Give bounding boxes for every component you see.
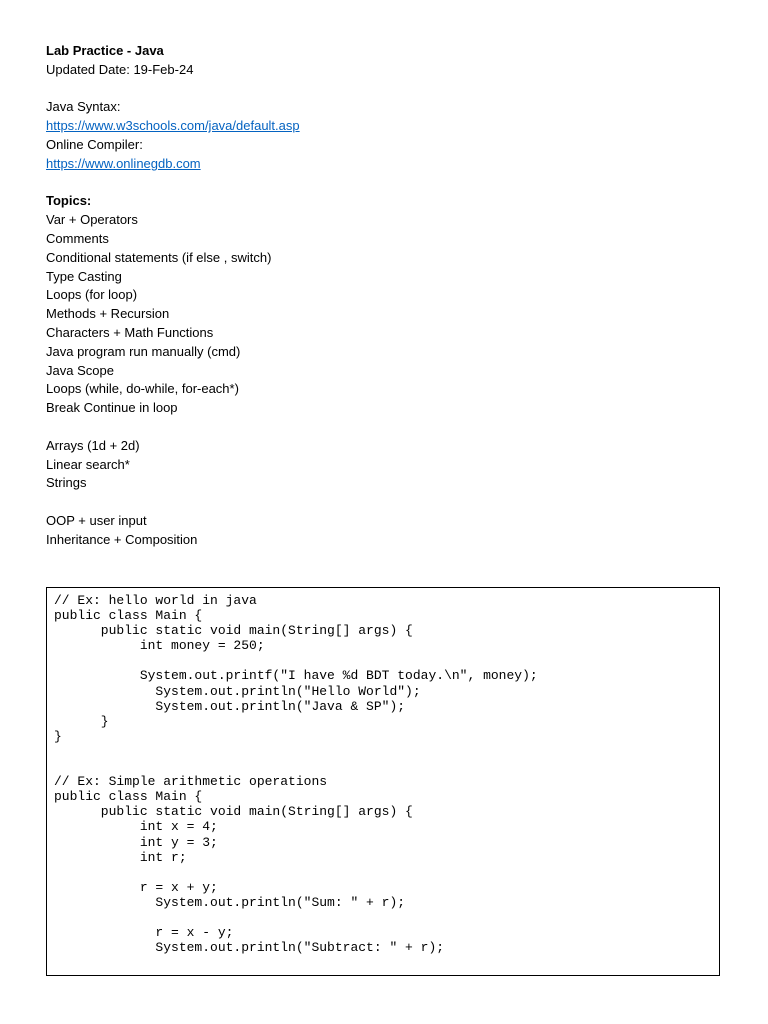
code-line: public static void main(String[] args) { (54, 623, 413, 639)
topic-item: Conditional statements (if else , switch) (46, 249, 272, 265)
topic-item: Comments (46, 230, 109, 246)
topic-item: Loops (while, do-while, for-each*) (46, 381, 239, 397)
w3schools-link[interactable]: https://www.w3schools.com/java/default.asp (46, 118, 300, 134)
code-line: int y = 3; (54, 834, 218, 850)
code-line: System.out.println("Sum: " + r); (54, 894, 406, 910)
topic-item: Characters + Math Functions (46, 324, 214, 340)
code-line: r = x + y; (54, 879, 218, 895)
code-line: int x = 4; (54, 819, 218, 835)
code-line: } (54, 713, 109, 729)
topics-heading: Topics: (46, 193, 92, 209)
code-line (54, 759, 538, 774)
code-line (54, 744, 538, 759)
topic-item: Break Continue in loop (46, 400, 178, 416)
topic-item: Inheritance + Composition (46, 531, 198, 547)
code-line (54, 865, 538, 880)
code-line (54, 653, 538, 668)
topic-item: Var + Operators (46, 212, 138, 228)
code-line (54, 910, 538, 925)
topics-group-3 (46, 512, 726, 550)
topic-item: OOP + user input (46, 512, 147, 528)
online-compiler-label: Online Compiler: (46, 136, 143, 152)
updated-date: Updated Date: 19-Feb-24 (46, 61, 194, 77)
code-line: int r; (54, 849, 187, 865)
java-syntax-label: Java Syntax: (46, 99, 121, 115)
topic-item: Methods + Recursion (46, 306, 170, 322)
code-line: System.out.println("Hello World"); (54, 683, 421, 699)
code-line: public static void main(String[] args) { (54, 804, 413, 820)
code-line: System.out.printf("I have %d BDT today.\n", money); (54, 668, 538, 684)
code-line: System.out.println("Subtract: " + r); (54, 940, 445, 956)
code-line: // Ex: hello world in java (54, 593, 257, 608)
spacer (46, 174, 726, 193)
spacer (46, 493, 726, 512)
topic-item: Strings (46, 475, 87, 491)
topic-item: Linear search* (46, 456, 130, 472)
code-line: int money = 250; (54, 638, 265, 654)
topics-group-2 (46, 437, 726, 493)
spacer (46, 418, 726, 437)
topic-item: Type Casting (46, 268, 122, 284)
topic-item: Java Scope (46, 362, 114, 378)
code-line: public class Main { (54, 608, 203, 624)
topic-item: Arrays (1d + 2d) (46, 437, 140, 453)
code-block (54, 593, 538, 955)
code-box (46, 587, 720, 976)
onlinegdb-link[interactable]: https://www.onlinegdb.com (46, 155, 201, 171)
document-text (46, 42, 726, 550)
code-line: System.out.println("Java & SP"); (54, 698, 406, 714)
code-line: } (54, 728, 62, 744)
code-line: public class Main { (54, 789, 203, 805)
document-title: Lab Practice - Java (46, 43, 164, 58)
spacer (46, 80, 726, 99)
topic-item: Java program run manually (cmd) (46, 343, 241, 359)
code-line: // Ex: Simple arithmetic operations (54, 774, 328, 790)
topics-group-1 (46, 211, 726, 418)
topic-item: Loops (for loop) (46, 287, 138, 303)
code-line: r = x - y; (54, 925, 234, 941)
